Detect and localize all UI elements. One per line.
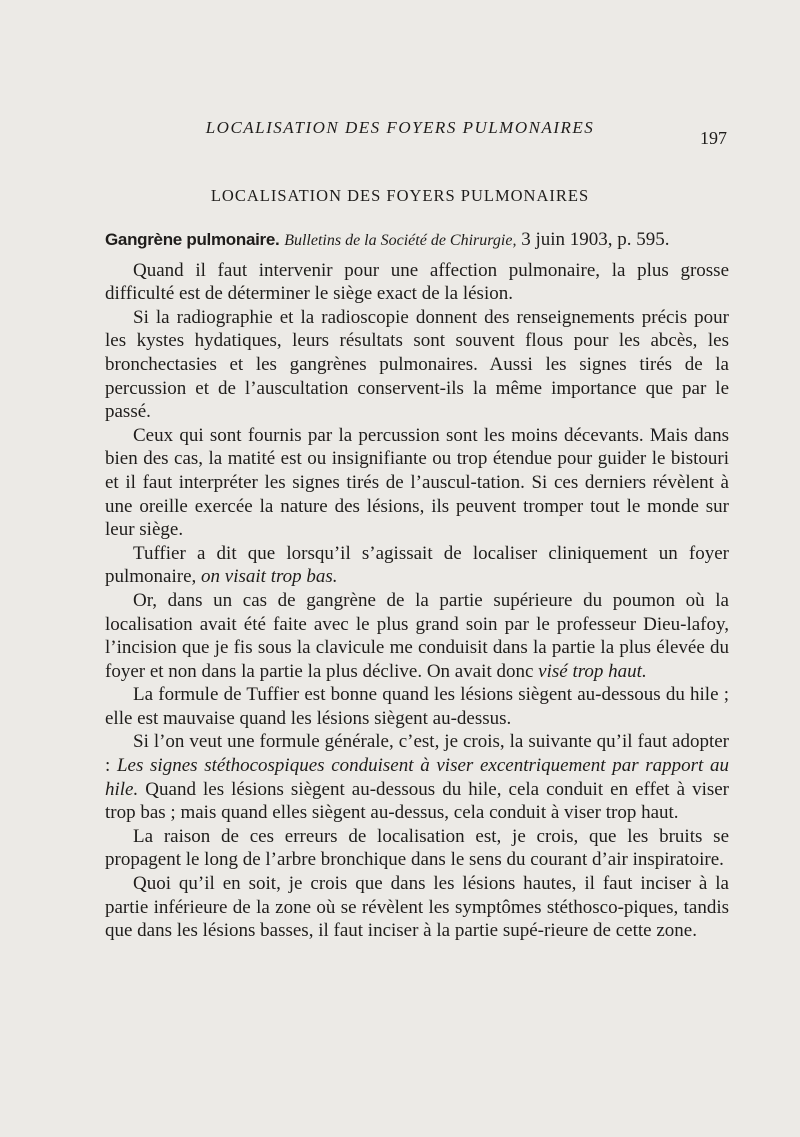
paragraph-4 <box>105 542 729 589</box>
reference-details: 3 juin 1903, p. 595. <box>521 229 670 250</box>
reference-source: Bulletins de la Société de Chirurgie, <box>284 232 517 249</box>
paragraph-5-italic: visé trop haut. <box>538 660 647 682</box>
paragraph-4-text: Tuffier a dit que lorsqu’il s’agissait de localiser cliniquement un foyer pulmonaire, <box>105 542 729 588</box>
paragraph-7 <box>105 730 729 824</box>
body-text <box>105 228 729 943</box>
reference-title: Gangrène pulmonaire. <box>105 230 280 249</box>
paragraph-2: Si la radiographie et la radioscopie donnent des renseignements précis pour les kystes hydatiques, leurs résultats sont souvent flous pour les abcès, les bronchectasies et les gangrènes pulmonaires. Aussi les signes tirés de la percussion et de l’auscultation conservent-ils la même importance que par le passé. <box>105 306 729 423</box>
section-title: LOCALISATION DES FOYERS PULMONAIRES <box>210 186 590 205</box>
paragraph-7-rest: Quand les lésions siègent au-dessous du hile, cela conduit en effet à viser trop bas ; mais quand elles siègent au-dessus, cela conduit à viser trop haut. <box>105 778 729 824</box>
paragraph-7-italic: Les signes stéthocospiques conduisent à viser excentriquement par rapport au hile. <box>105 755 730 800</box>
page-number: 197 <box>700 128 727 148</box>
paragraph-5-text: Or, dans un cas de gangrène de la partie supérieure du poumon où la localisation avait été faite avec le plus grand soin par le professeur Dieu-lafoy, l’incision que je fis sous la clavicule me conduisit dans la partie la plus élevée du foyer et non dans la partie la plus déclive. On avait donc <box>105 589 729 682</box>
reference-line <box>105 228 729 253</box>
paragraph-1: Quand il faut intervenir pour une affection pulmonaire, la plus grosse difficulté est de déterminer le siège exact de la lésion. <box>105 259 729 305</box>
paragraph-5 <box>105 589 729 683</box>
paragraph-6: La formule de Tuffier est bonne quand les lésions siègent au-dessous du hile ; elle est mauvaise quand les lésions siègent au-dessus. <box>105 684 729 729</box>
paragraph-7-text: Si l’on veut une formule générale, c’est, je crois, la suivante qu’il faut adopter : <box>105 731 729 777</box>
running-head: LOCALISATION DES FOYERS PULMONAIRES <box>205 118 595 137</box>
paragraph-9: Quoi qu’il en soit, je crois que dans les lésions hautes, il faut inciser à la partie inférieure de la zone où se révèlent les symptômes stéthosco-piques, tandis que dans les lésions basses, il faut inciser à la partie supé-rieure de cette zone. <box>105 873 729 942</box>
paragraph-4-italic: on visait trop bas. <box>201 566 338 588</box>
paragraph-8: La raison de ces erreurs de localisation est, je crois, que les bruits se propagent le long de l’arbre bronchique dans le sens du courant d’air inspiratoire. <box>105 825 729 871</box>
paragraph-3: Ceux qui sont fournis par la percussion sont les moins décevants. Mais dans bien des cas, la matité est ou insignifiante ou trop étendue pour guider le bistouri et il faut interpréter les signes tirés de l’auscul-tation. Si ces derniers révèlent à une oreille exercée la nature des lésions, ils peuvent tromper tout le monde sur leur siège. <box>105 424 729 541</box>
